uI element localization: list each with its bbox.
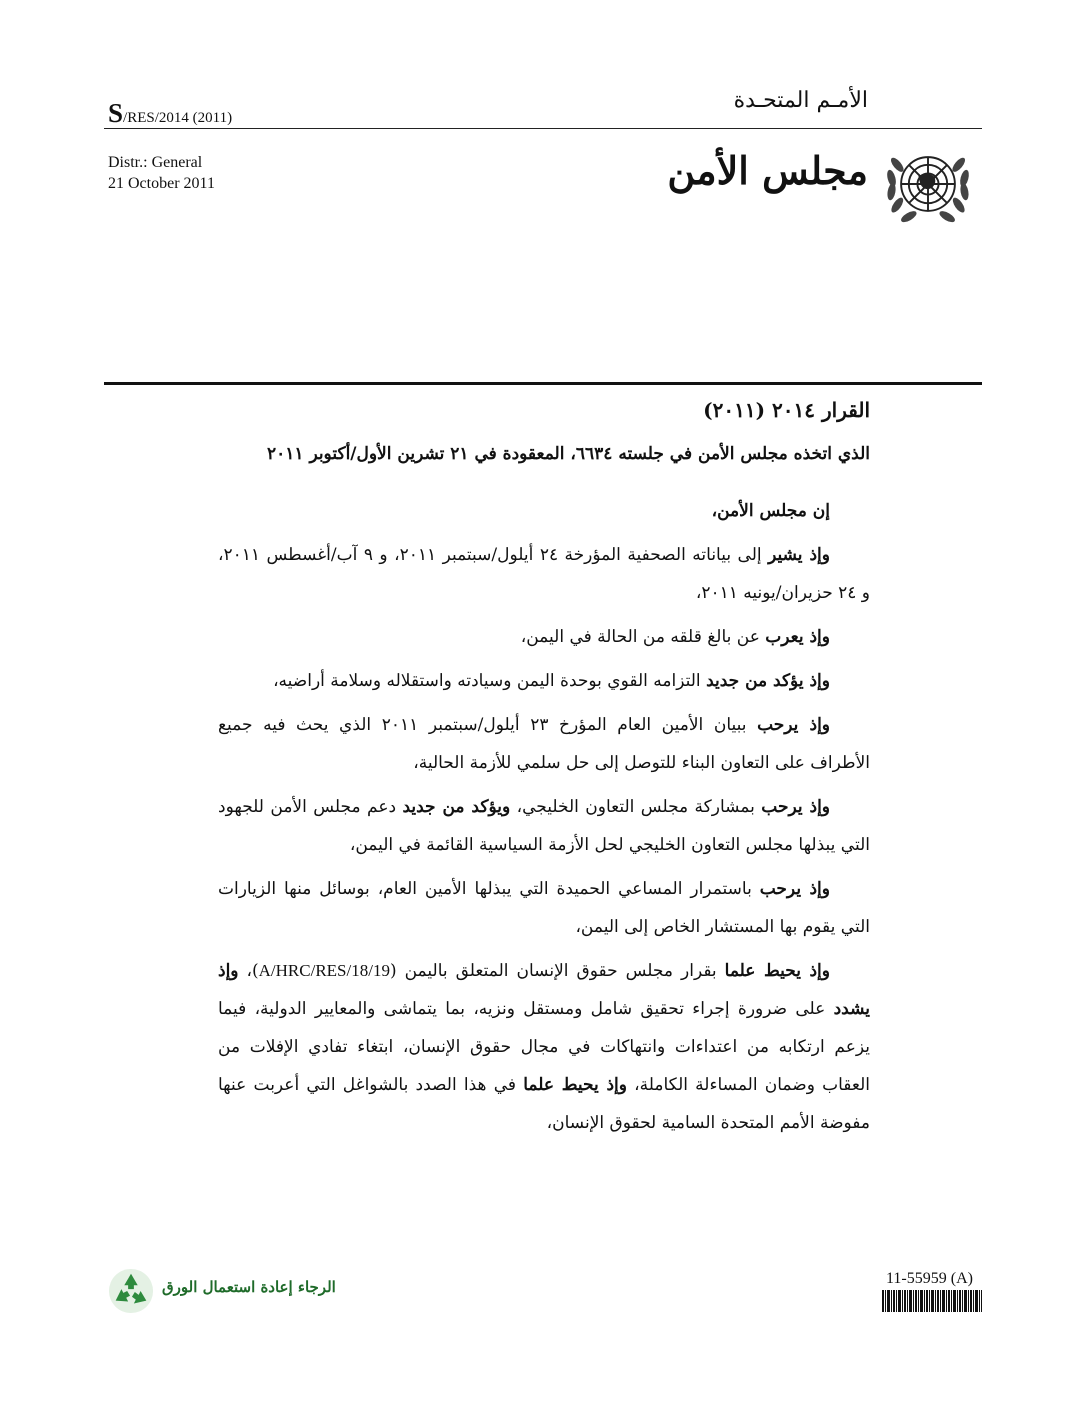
- distribution-label: Distr.: General: [108, 154, 203, 171]
- distribution-block: [108, 152, 215, 194]
- symbol-code: /RES/2014 (2011): [123, 110, 233, 126]
- paragraph-text: بمشاركة مجلس التعاون الخليجي،: [510, 797, 762, 817]
- recycle-notice: [108, 1268, 340, 1314]
- paragraph-lead: ويؤكد من جديد: [402, 797, 511, 817]
- un-emblem-icon: [880, 136, 976, 232]
- preamble-paragraph-5: [218, 788, 870, 864]
- document-reference: A/HRC/RES/18/19: [258, 961, 390, 980]
- preamble-paragraph-7: [218, 952, 870, 1142]
- preamble-intro-text: إن مجلس الأمن،: [711, 501, 830, 521]
- paragraph-lead: وإذ يشدد: [218, 961, 870, 1019]
- document-date: 21 October 2011: [108, 175, 215, 192]
- paragraph-text: ببيان الأمين العام المؤرخ ٢٣ أيلول/سبتمبر ٢٠١١ الذي يحث فيه جميع الأطراف على التعاون البناء للتوصل إلى حل سلمي للأزمة الحالية،: [218, 715, 870, 773]
- resolution-title: القرار ٢٠١٤ (٢٠١١): [703, 398, 870, 422]
- paragraph-lead: وإذ يرحب: [757, 715, 830, 735]
- document-number: 11-55959 (A): [886, 1270, 973, 1287]
- paragraph-lead: وإذ يرحب: [761, 797, 831, 817]
- paragraph-text: في هذا الصدد بالشواغل التي أعربت عنها مفوضة الأمم المتحدة السامية لحقوق الإنسان،: [218, 1075, 870, 1133]
- paragraph-text: عن بالغ قلقه من الحالة في اليمن،: [520, 627, 766, 647]
- preamble-paragraph-1: [218, 536, 870, 612]
- organization-name: الأمـم المتحـدة: [733, 88, 868, 113]
- resolution-body: [218, 398, 870, 1148]
- paragraph-lead: وإذ يؤكد من جديد: [706, 671, 830, 691]
- paragraph-lead: وإذ يعرب: [765, 627, 830, 647]
- paragraph-text: بقرار مجلس حقوق الإنسان المتعلق باليمن (: [389, 961, 725, 981]
- preamble-paragraph-4: [218, 706, 870, 782]
- council-name: مجلس الأمن: [667, 148, 868, 193]
- paragraph-text: باستمرار المساعي الحميدة التي يبذلها الأمين العام، بوسائل منها الزيارات التي يقوم بها المستشار الخاص إلى اليمن،: [218, 879, 870, 937]
- adoption-line: الذي اتخذه مجلس الأمن في جلسته ٦٦٣٤، المعقودة في ٢١ تشرين الأول/أكتوبر ٢٠١١: [267, 444, 870, 464]
- preamble-paragraph-2: [218, 618, 870, 656]
- paragraph-lead: وإذ يشير: [768, 545, 830, 565]
- paragraph-text: التزامه القوي بوحدة اليمن وسيادته واستقلاله وسلامة أراضيه،: [273, 671, 707, 691]
- paragraph-lead: وإذ يحيط علما: [523, 1075, 627, 1095]
- paragraph-text: على ضرورة إجراء تحقيق شامل ومستقل ونزيه، بما يتماشى والمعايير الدولية، فيما يزعم ارتكابه من اعتداءات وانتهاكات في مجال حقوق الإنسان، ابتغاء تفادي الإفلات من العقاب وضمان المساءلة الكاملة،: [218, 999, 871, 1095]
- preamble-intro: [218, 492, 870, 530]
- header-divider: [104, 128, 982, 129]
- recycle-text: الرجاء إعادة استعمال الورق: [162, 1278, 336, 1296]
- recycle-icon: [108, 1268, 154, 1314]
- symbol-letter: S: [108, 98, 124, 128]
- barcode-icon: [882, 1290, 982, 1312]
- preamble-paragraph-3: [218, 662, 870, 700]
- paragraph-text: إلى بياناته الصحفية المؤرخة ٢٤ أيلول/سبتمبر ٢٠١١، و ٩ آب/أغسطس ٢٠١١، و ٢٤ حزيران/يونيه ٢٠١١،: [218, 545, 870, 603]
- main-divider: [104, 382, 982, 385]
- paragraph-lead: وإذ يرحب: [759, 879, 830, 899]
- paragraph-text: دعم مجلس الأمن للجهود التي يبذلها مجلس التعاون الخليجي لحل الأزمة السياسية القائمة في اليمن،: [218, 797, 870, 855]
- paragraph-lead: وإذ يحيط علما: [724, 961, 830, 981]
- preamble-paragraph-6: [218, 870, 870, 946]
- paragraph-text: )،: [238, 961, 259, 981]
- document-symbol: [108, 98, 232, 129]
